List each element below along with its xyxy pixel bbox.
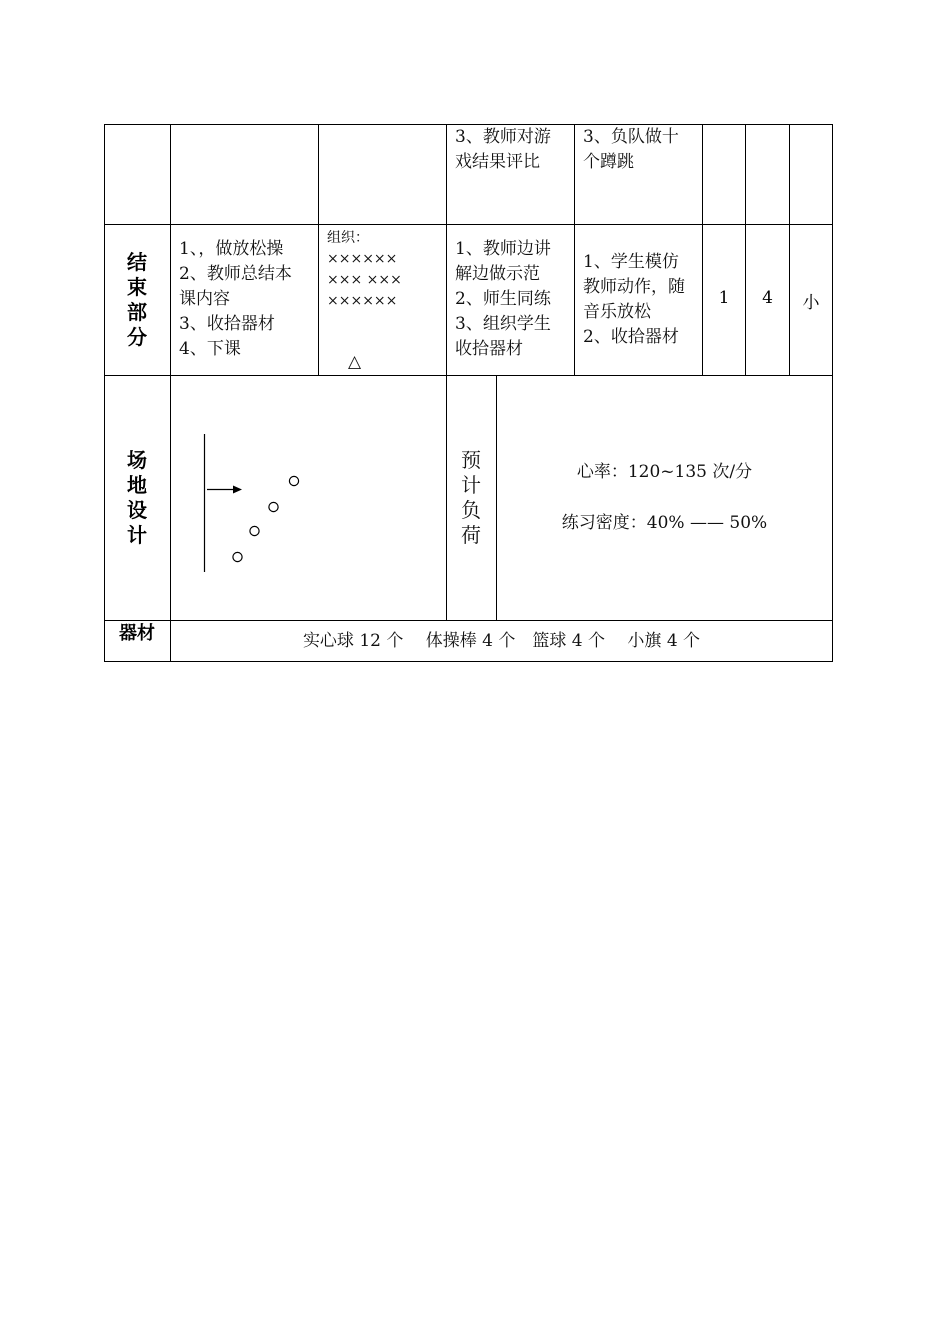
formation-row: ××× ××× [327,272,402,288]
row-divider [104,620,833,621]
teacher-position-icon: △ [348,352,362,372]
column-divider [574,124,575,375]
column-divider [496,375,497,621]
section-label-site-design: 场 地 设 计 [127,448,147,547]
student-activity-cell: 1、学生模仿 教师动作，随 音乐放松 2、收拾器材 [583,252,685,347]
practice-density-text: 练习密度：40% —— 50% [561,513,768,533]
circle-icon [233,552,242,561]
student-activity-cell: 3、负队做十 个蹲跳 [583,127,679,172]
table-border-bottom [104,661,833,662]
formation-row: ×××××× [327,251,398,267]
table-border-left [104,124,105,662]
equipment-list: 实心球 12 个 体操棒 4 个 篮球 4 个 小旗 4 个 [302,631,701,651]
row-divider [104,224,833,225]
table-border-right [832,124,833,662]
equipment-label: 器材 [119,623,155,644]
heart-rate-text: 心率：120~135 次/分 [576,462,753,482]
arrow-right-icon [207,486,242,494]
duration-value: 4 [762,288,773,308]
teacher-activity-cell: 1、教师边讲 解边做示范 2、师生同练 3、组织学生 收拾器材 [455,239,551,359]
column-divider [745,124,746,375]
organization-cell: 组织： ×××××× ××× ××× ×××××× [327,228,402,312]
expected-load-label: 预 计 负 荷 [461,448,481,547]
circle-icon [250,526,259,535]
formation-row: ×××××× [327,293,398,309]
column-divider [702,124,703,375]
column-divider [789,124,790,375]
column-divider [446,124,447,621]
section-label-ending: 结 束 部 分 [127,250,147,349]
circle-icon [289,476,298,485]
site-diagram [171,376,446,620]
circle-icon [269,502,278,511]
column-divider [318,124,319,375]
ending-content-cell: 1、，做放松操 2、教师总结本 课内容 3、收拾器材 4、下课 [179,239,292,359]
times-value: 1 [718,288,730,308]
teacher-activity-cell: 3、教师对游 戏结果评比 [455,127,551,172]
intensity-value: 小 [802,293,820,313]
